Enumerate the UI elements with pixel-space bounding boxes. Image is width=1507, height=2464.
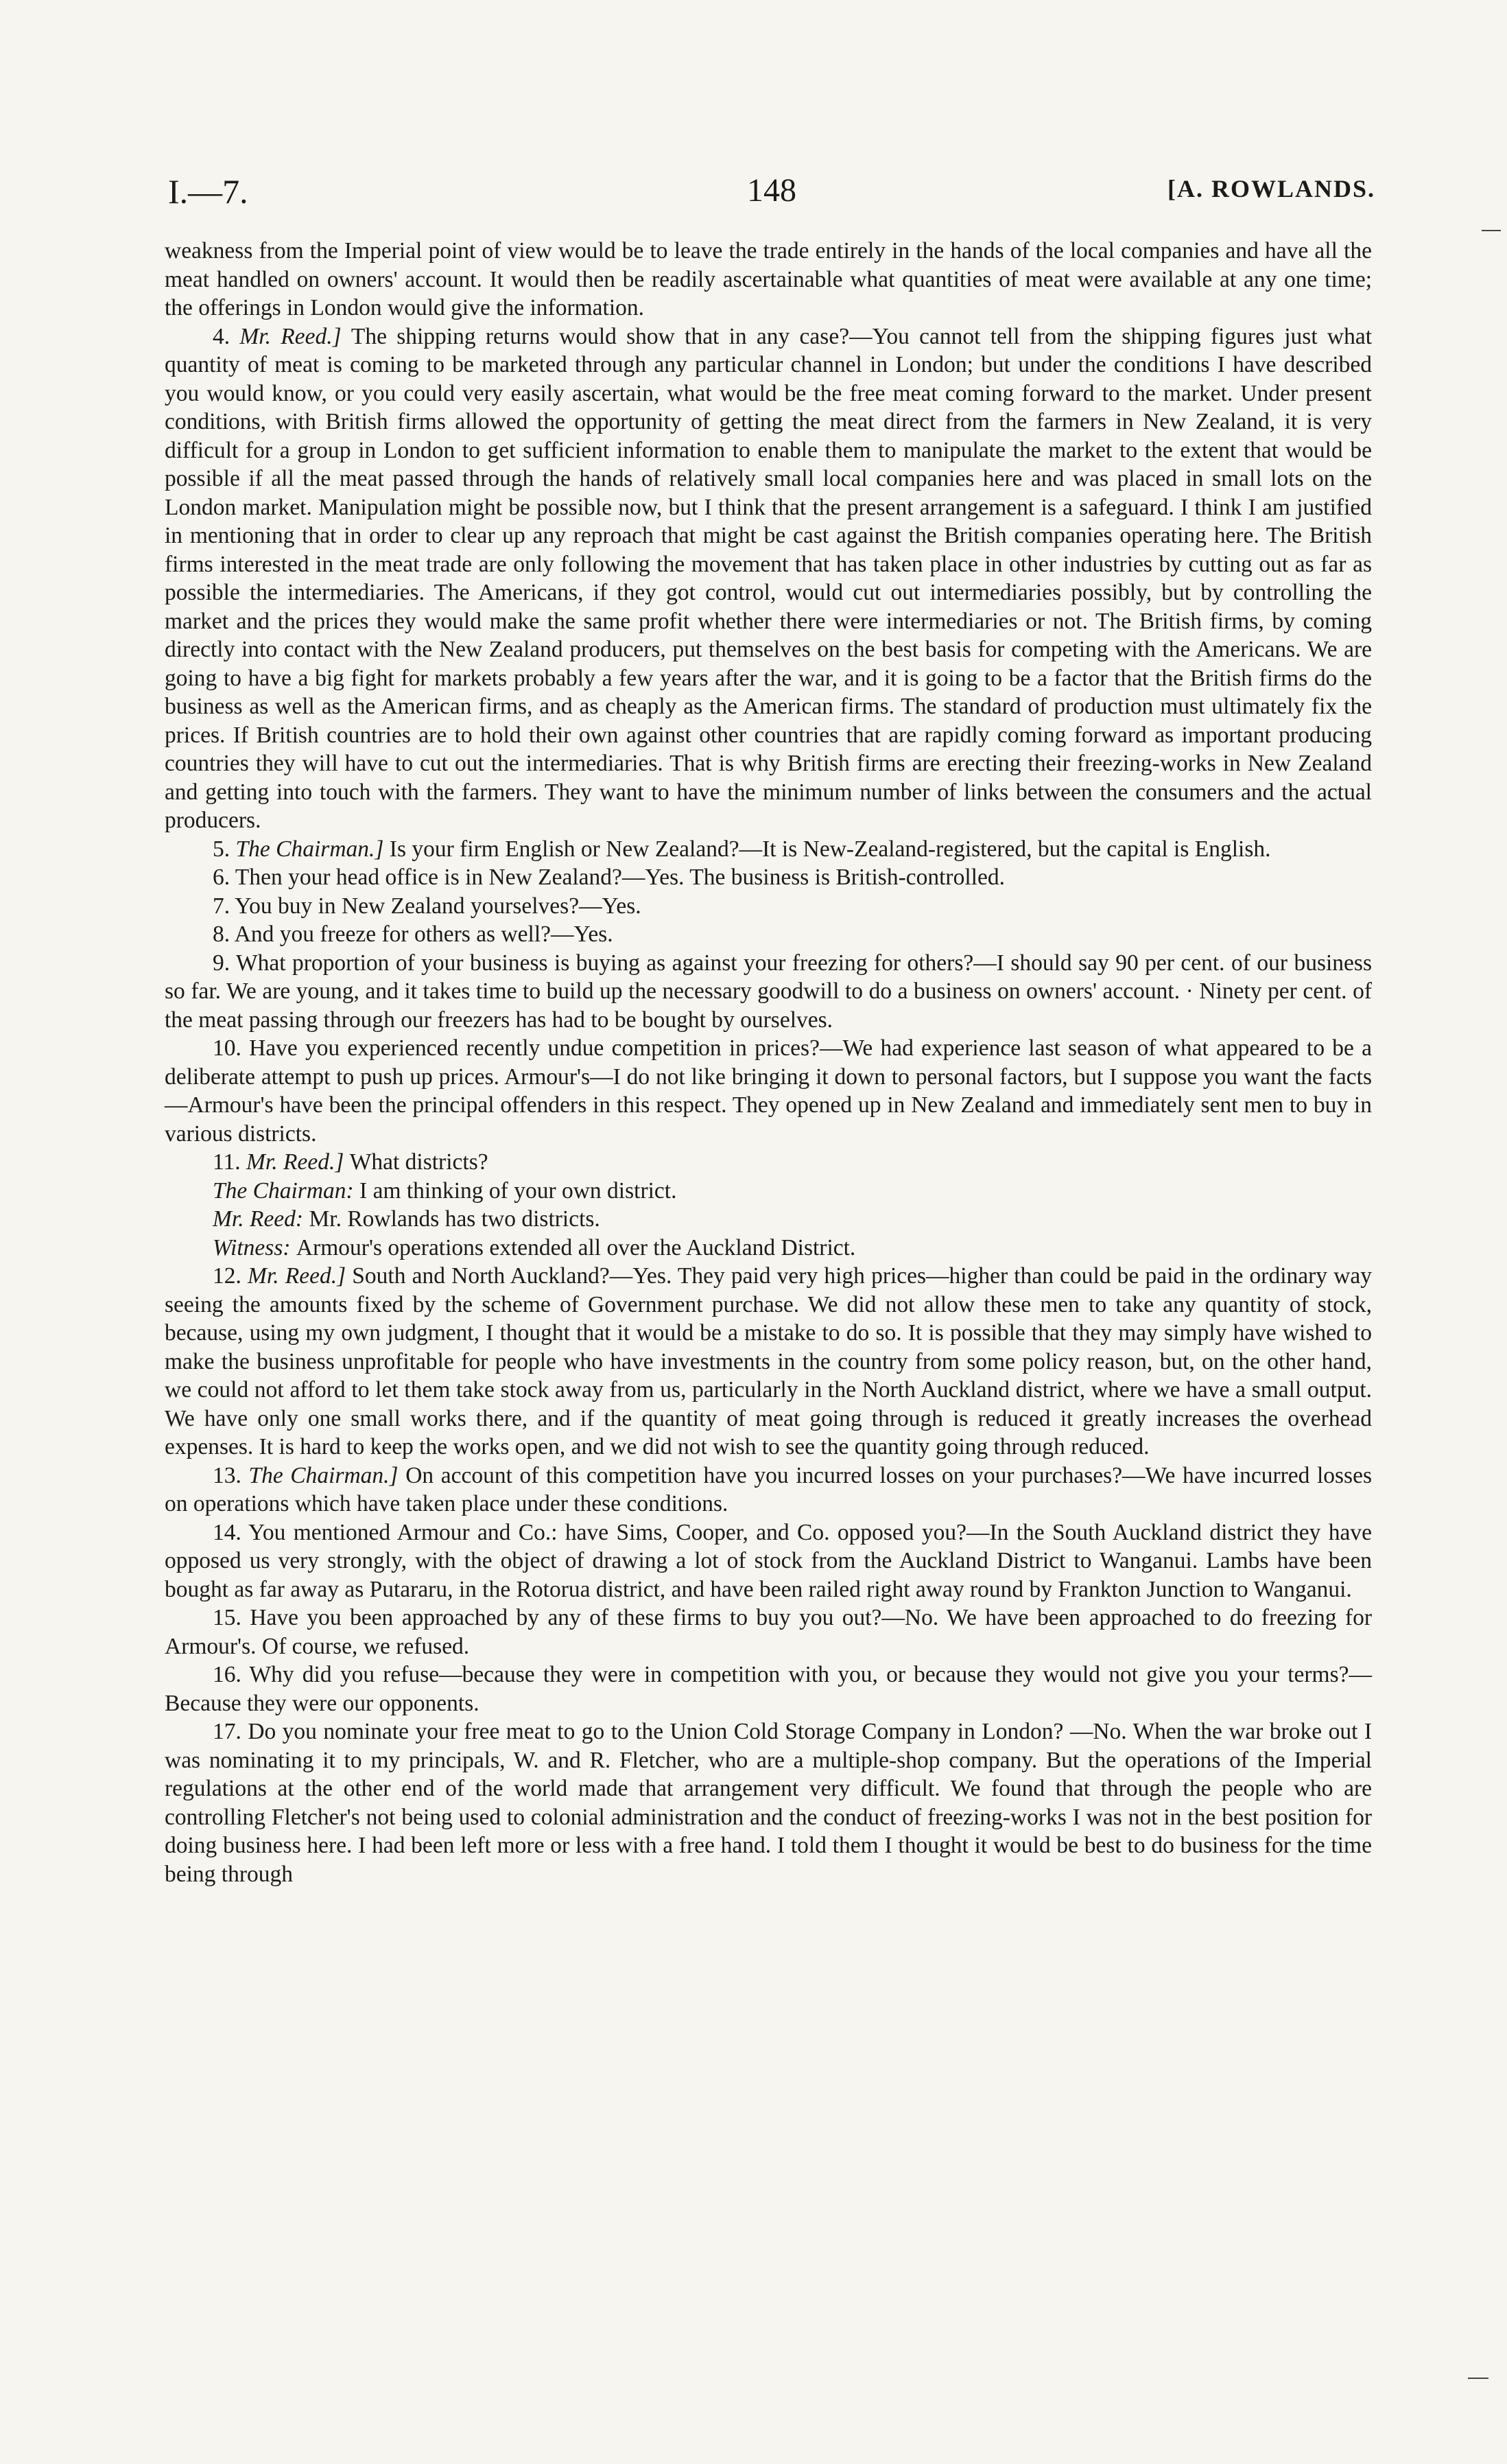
paragraph-text: And you freeze for others as well?—Yes. [234, 922, 613, 947]
question-number: 14. [213, 1519, 248, 1545]
paragraph-text: Is your firm English or New Zealand?—It is New-Zealand-registered, but the capital is English. [389, 836, 1271, 862]
page-body [165, 237, 1372, 1888]
paragraph-text: South and North Auckland?—Yes. They paid very high prices—higher than could be paid in the ordinary way seeing the amounts fixed by the scheme of Government purchase. We did not allow these men to take any quantity of stock, because, using my own judgment, I thought that it would be a mistake to do so. It is possible that they may simply have wished to make the business unprofitable for people who have investments in the country from some policy reason, but, on the other hand, we could not afford to let them take stock away from us, particularly in the North Auckland district, where we have a small output. We have only one small works there, and if the quantity of meat going through is reduced it greatly increases the overhead expenses. It is hard to keep the works open, and we did not wish to see the quantity going through reduced. [165, 1263, 1373, 1459]
parliamentary-paper-ref: I.—7. [168, 172, 248, 211]
speaker-label: The Chairman.] [248, 1462, 406, 1488]
paragraph-text: What districts? [349, 1149, 488, 1175]
paragraph-text: Do you nominate your free meat to go to the Union Cold Storage Company in London? —No. When the war broke out I was nominating it to my principals, W. and R. Fletcher, who are a multiple-shop company. But the operations of the Imperial regulations at the other end of the world made that arrangement very difficult. We found that through the people who are controlling Fletcher's not being used to colonial administration and the conduct of freezing-works I was not in the best position for doing business here. I had been left more or less with a free hand. I told them I thought it would be best to do business for the time being through [165, 1719, 1372, 1887]
paragraph-text: Have you been approached by any of these firms to buy you out?—No. We have been approached to do freezing for Armour's. Of course, we refused. [165, 1605, 1372, 1659]
paragraph-text: You mentioned Armour and Co.: have Sims, Cooper, and Co. opposed you?—In the South Auckland district they have opposed us very strongly, with the object of drawing a lot of stock from the Auckland District to Wanganui. Lambs have been bought as far away as Putararu, in the Rotorua district, and have been railed right away round by Frankton Junction to Wanganui. [165, 1519, 1372, 1602]
paragraph [165, 1262, 1372, 1462]
paragraph-text: Then your head office is in New Zealand?—Yes. The business is British-controlled. [235, 865, 1005, 890]
paragraph-text: Mr. Rowlands has two districts. [309, 1206, 600, 1232]
question-number: 7. [213, 893, 235, 919]
paragraph [165, 892, 1372, 921]
paragraph-text: What proportion of your business is buying as against your freezing for others?—I should say 90 per cent. of our business so far. We are young, and it takes time to build up the necessary goodwill to do a business on owners' account. · Ninety per cent. of the meat passing through our freezers has had to be bought by ourselves. [165, 950, 1372, 1033]
speaker-label: The Chairman.] [235, 836, 390, 862]
question-number: 11. [213, 1149, 247, 1175]
question-number: 16. [213, 1662, 250, 1687]
margin-mark [1468, 2378, 1488, 2379]
question-number: 13. [213, 1462, 249, 1488]
speaker-label: The Chairman: [213, 1177, 360, 1204]
question-number: 9. [213, 950, 236, 976]
paragraph [165, 1177, 1372, 1206]
paragraph-text: The shipping returns would show that in any case?—You cannot tell from the shipping figures just what quantity of meat is coming to be marketed through any particular channel in London; but under the conditions I have described you would know, or you could very easily ascertain, what would be the free meat coming forward to the market. Under present conditions, with British firms allowed the opportunity of getting the meat direct from the farmers in New Zealand, it is very difficult for a group in London to get sufficient information to enable them to manipulate the market to the extent that would be possible if all the meat passed through the hands of relatively small local companies here and was placed in small lots on the London market. Manipulation might be possible now, but I think that the present arrangement is a safeguard. I think I am justified in mentioning that in order to clear up any reproach that might be cast against the British companies operating here. The British firms interested in the meat trade are only following the movement that has taken place in other industries by cutting out as far as possible the intermediaries. The Americans, if they got control, would cut out intermediaries possibly, but by controlling the market and the prices they would make the same profit whether there were intermediaries or not. The British firms, by coming directly into contact with the New Zealand producers, put themselves on the best basis for competing with the Americans. We are going to have a big fight for markets probably a few years after the war, and it is going to be a factor that the British firms do the business as well as the American firms, and as cheaply as the American firms. The standard of production must ultimately fix the prices. If British countries are to hold their own against other countries that are rapidly coming forward as important producing countries they will have to cut out the intermediaries. That is why British firms are erecting their freezing-works in New Zealand and getting into touch with the farmers. They want to have the minimum number of links between the consumers and the actual producers. [165, 323, 1373, 833]
paragraph [165, 1717, 1372, 1888]
speaker-label: Mr. Reed: [213, 1206, 309, 1232]
paragraph-text: Armour's operations extended all over the Auckland District. [296, 1234, 856, 1260]
paragraph [165, 949, 1372, 1035]
paragraph [165, 863, 1372, 892]
paragraph [165, 1234, 1372, 1263]
paragraph [165, 1661, 1372, 1717]
paragraph-text: I am thinking of your own district. [359, 1177, 677, 1204]
paragraph [165, 1034, 1372, 1148]
question-number: 10. [213, 1035, 250, 1061]
paragraph-text: You buy in New Zealand yourselves?—Yes. [235, 893, 641, 919]
speaker-label: Witness: [213, 1234, 296, 1260]
paragraph-text: weakness from the Imperial point of view would be to leave the trade entirely in the hands of the local companies and have all the meat handled on owners' account. It would then be readily ascertainable what quantities of meat were available at any one time; the offerings in London would give the information. [165, 238, 1372, 320]
paragraph-text: Have you experienced recently undue competition in prices?—We had experience last season of what appeared to be a deliberate attempt to push up prices. Armour's—I do not like bringing it down to personal factors, but I suppose you want the facts—Armour's have been the principal offenders in this respect. They opened up in New Zealand and immediately sent men to buy in various districts. [165, 1035, 1372, 1147]
question-number: 5. [213, 836, 236, 862]
question-number: 17. [213, 1719, 248, 1744]
witness-name-header: [A. ROWLANDS. [1167, 175, 1375, 202]
paragraph [165, 322, 1372, 835]
question-number: 4. [213, 323, 240, 349]
question-number: 12. [213, 1263, 248, 1289]
page-header [168, 172, 1375, 220]
question-number: 15. [213, 1605, 250, 1630]
speaker-label: Mr. Reed.] [248, 1263, 353, 1289]
paragraph-text: On account of this competition have you incurred losses on your purchases?—We have incurred losses on operations which have taken place under these conditions. [165, 1462, 1373, 1516]
paragraph [165, 1148, 1372, 1177]
paragraph [165, 1205, 1372, 1234]
paragraph [165, 237, 1372, 322]
paragraph [165, 1518, 1372, 1604]
speaker-label: Mr. Reed.] [239, 323, 351, 349]
page-number: 148 [747, 172, 796, 209]
paragraph-text: Why did you refuse—because they were in competition with you, or because they would not give you your terms?—Because they were our opponents. [165, 1662, 1372, 1716]
question-number: 8. [213, 922, 235, 947]
speaker-label: Mr. Reed.] [246, 1149, 350, 1175]
paragraph [165, 920, 1372, 949]
paragraph [165, 1604, 1372, 1661]
paragraph [165, 1462, 1372, 1518]
paragraph [165, 835, 1372, 864]
margin-mark [1482, 230, 1501, 231]
question-number: 6. [213, 865, 235, 890]
